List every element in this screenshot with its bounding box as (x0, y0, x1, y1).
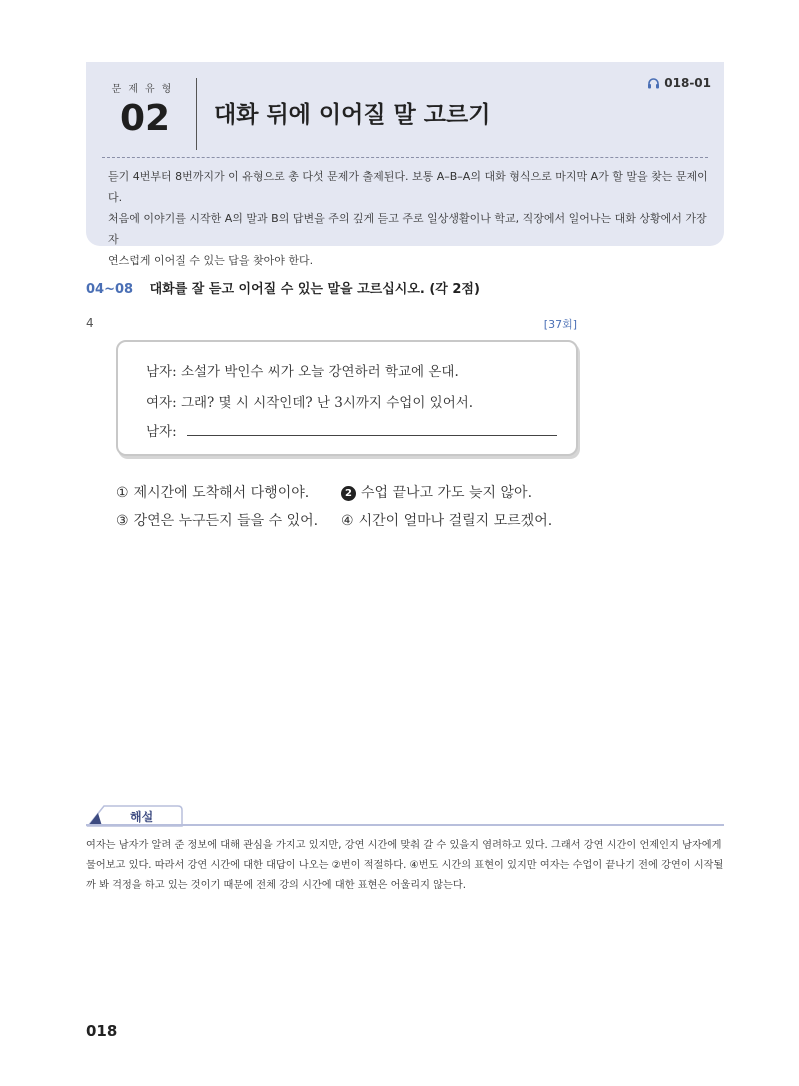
question-group-header (86, 278, 480, 297)
utterance: 그래? 몇 시 시작인데? 난 3시까지 수업이 있어서. (180, 395, 474, 411)
explanation-line: 물어보고 있다. 따라서 강연 시간에 대한 대답이 나오는 ②번이 적절하다. ④번도 시간의 표현이 있지만 여자는 수업이 끝나기 전에 강연이 시작될 (86, 860, 724, 871)
dialogue-line (146, 391, 473, 411)
explanation-divider (86, 824, 724, 826)
choice-text: 시간이 얼마나 걸릴지 모르겠어. (358, 513, 553, 529)
selected-answer-marker: 2 (341, 486, 356, 501)
page-number: 018 (86, 1022, 118, 1040)
description-line: 처음에 이야기를 시작한 A의 말과 B의 답변을 주의 깊게 듣고 주로 일상생활이나 학교, 직장에서 일어나는 대화 상황에서 가장 자 (108, 212, 707, 246)
utterance: 소설가 박인수 씨가 오늘 강연하러 학교에 온대. (180, 364, 459, 380)
choice-text: 강연은 누구든지 들을 수 있어. (133, 513, 319, 529)
question-range: 04~08 (86, 282, 134, 297)
choice-text: 수업 끝나고 가도 늦지 않아. (361, 485, 533, 501)
audio-track[interactable] (647, 76, 711, 90)
description-line: 듣기 4번부터 8번까지가 이 유형으로 총 다섯 문제가 출제된다. 보통 A–B–A의 대화 형식으로 마지막 A가 할 말을 찾는 문제이다. (108, 170, 708, 204)
choice-marker: ① (116, 485, 129, 501)
explanation-label: 해설 (130, 810, 154, 824)
explanation-text (86, 836, 726, 896)
choice-text: 제시간에 도착해서 다행이야. (133, 485, 310, 501)
answer-blank (187, 423, 557, 436)
question-type-label: 문제유형 (111, 84, 179, 95)
question-type-number: 02 (119, 98, 171, 139)
choice-4[interactable] (341, 510, 552, 530)
choice-3[interactable] (116, 510, 318, 530)
header-divider (196, 78, 197, 150)
explanation-line: 까 봐 걱정을 하고 있는 것이기 때문에 전체 강의 시간에 대한 표현은 어울리지 않는다. (86, 880, 466, 891)
type-description (108, 166, 710, 271)
dialogue-line (146, 420, 557, 440)
choice-marker: ③ (116, 513, 129, 529)
page-title: 대화 뒤에 이어질 말 고르기 (214, 102, 491, 128)
choice-2-selected[interactable] (341, 482, 532, 502)
choice-1[interactable] (116, 482, 309, 502)
explanation-line: 여자는 남자가 알려 준 정보에 대해 관심을 가지고 있지만, 강연 시간에 맞춰 갈 수 있을지 염려하고 있다. 그래서 강연 시간이 언제인지 남자에게 (86, 840, 722, 851)
description-line: 연스럽게 이어질 수 있는 답을 찾아야 한다. (108, 254, 314, 267)
dialogue-line (146, 360, 459, 380)
speaker: 남자: (146, 424, 177, 440)
question-number: 4 (86, 316, 94, 330)
question-instruction: 대화를 잘 듣고 이어질 수 있는 말을 고르십시오. (각 2점) (149, 282, 480, 297)
question-source: [37회] (543, 318, 577, 331)
speaker: 여자: (146, 395, 177, 411)
speaker: 남자: (146, 364, 177, 380)
dialogue-box (116, 340, 578, 456)
audio-track-number: 018-01 (664, 76, 711, 90)
header-dashed-divider (102, 157, 708, 158)
headphones-icon (647, 77, 660, 89)
choice-marker: ④ (341, 513, 354, 529)
